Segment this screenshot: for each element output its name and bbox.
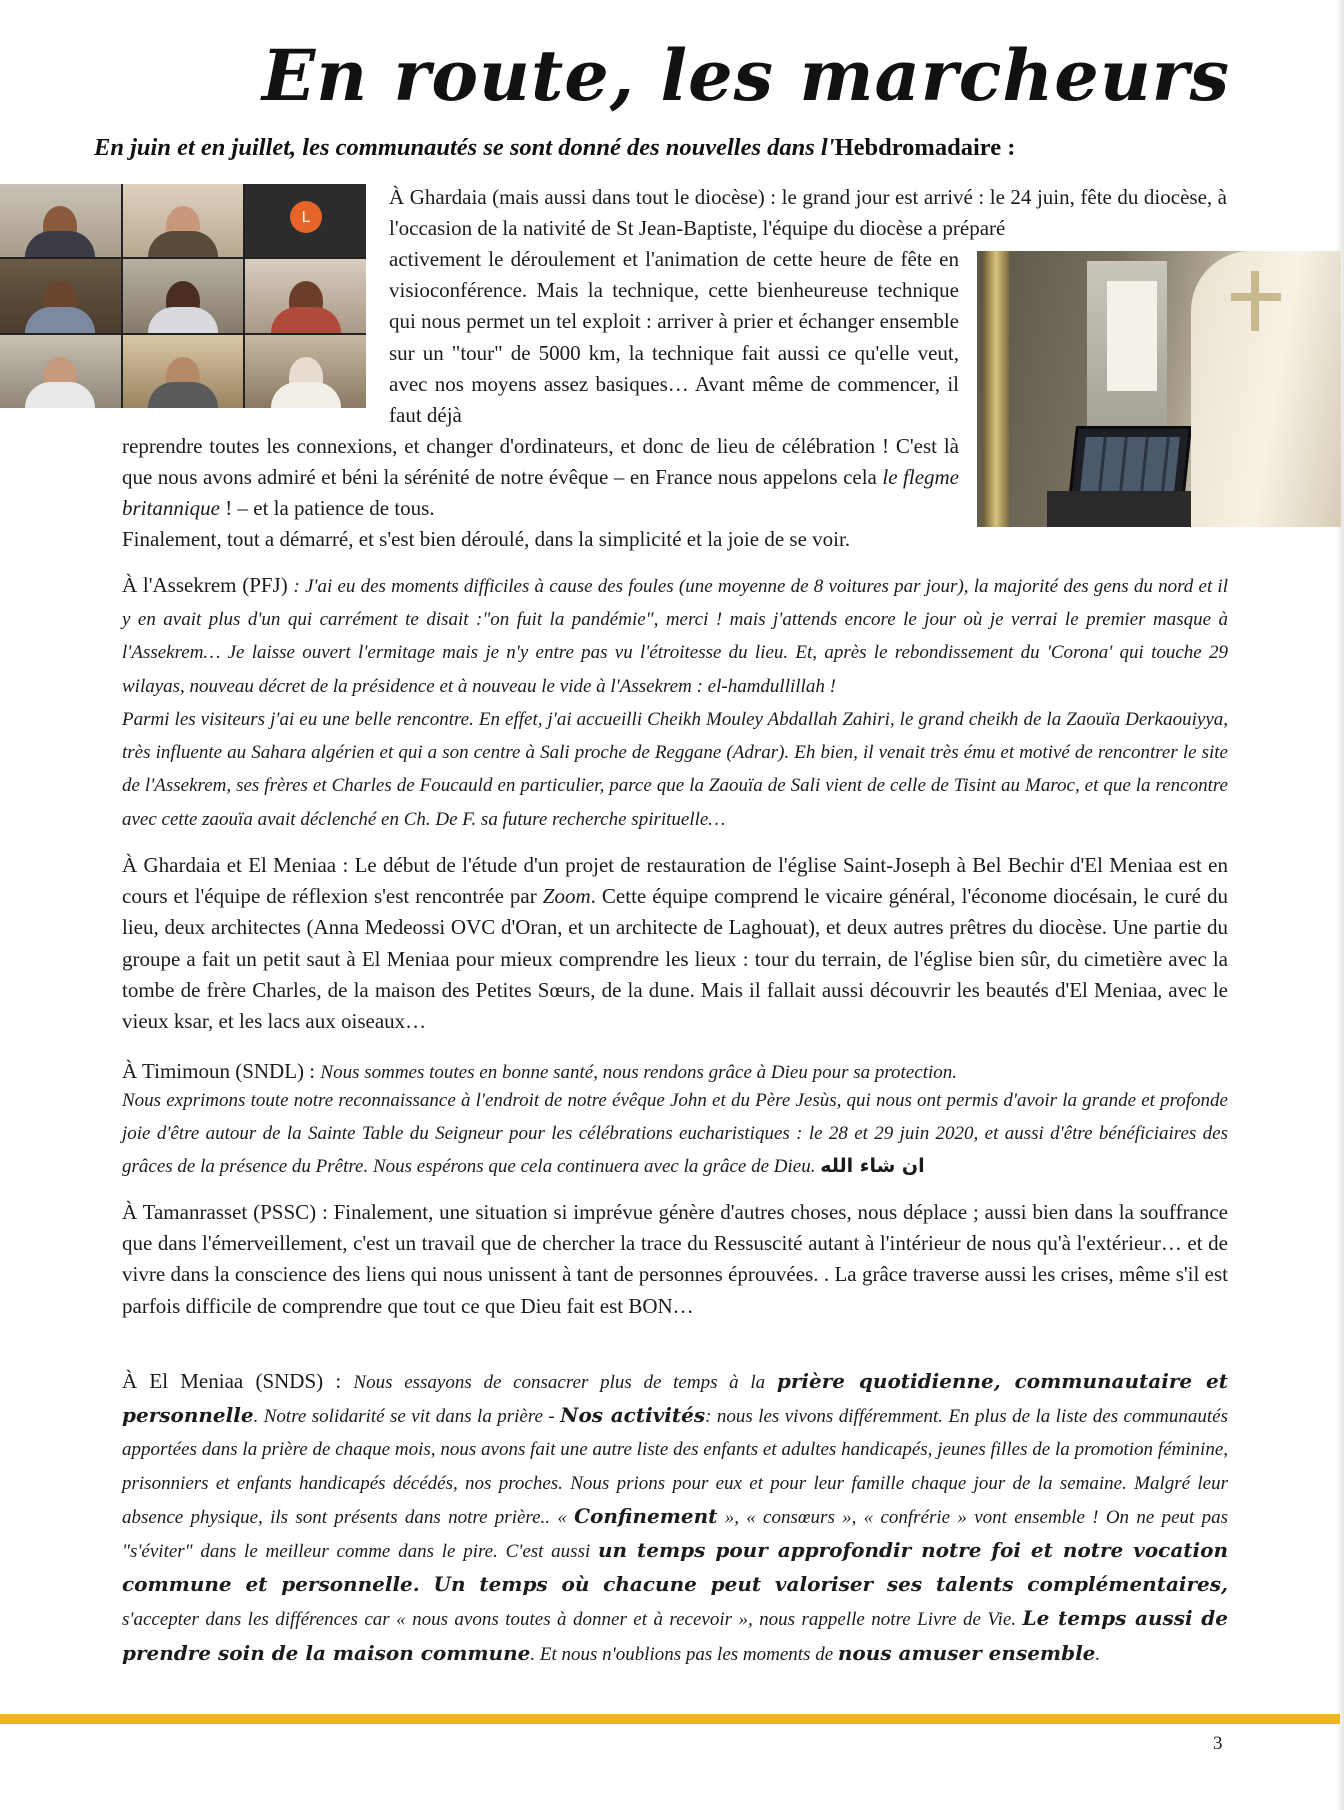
- ghardaia-lead: À Ghardaia (mais aussi dans tout le diocèse): [389, 185, 765, 209]
- meniaa-project-text: : Le début de l'étude d'un projet de restauration de l'église Saint-Joseph à Bel Bechir d'El Meniaa est en cours et l'équipe de réflexion s'est rencontrée par: [122, 853, 1228, 909]
- ghardaia-paragraph-lower: [122, 431, 959, 525]
- timimoun-line-2: Nous exprimons toute notre reconnaissance à l'endroit de notre évêque John et du Père Jesùs, qui nous ont permis d'avoir la grande et profonde joie d'être autour de la Sainte Table du Seigneur pour les célébrations eucharistiques : le 28 et 29 juin 2020, et aussi d'être bénéficiaires des grâces de la présence du Prêtre. Nous espérons que cela continuera avec la grâce de Dieu.: [122, 1090, 1228, 1178]
- snds-emphasis-1: prière quotidienne, communautaire et personnelle: [122, 1369, 1229, 1428]
- snds-text-7: .: [1095, 1643, 1101, 1665]
- assekrem-visitors-paragraph: Parmi les visiteurs j'ai eu une belle rencontre. En effet, j'ai accueilli Cheikh Mouley Abdallah Zahiri, le grand cheikh de la Zaouïa Derkaouiyya, très influente au Sahara algérien et qui a son centre à Sali proche de Reggane (Adrar). Eh bien, il venait très ému et motivé de rencontrer le site de l'Assekrem, ses frères et Charles de Foucauld en particulier, parce que la Zaouïa de Sali vient de celle de Tisint au Maroc, et que la rencontre avec cette zaouïa avait déclenché en Ch. De F. sa future recherche spirituelle…: [122, 709, 1228, 830]
- assekrem-lead: À l'Assekrem: [122, 573, 237, 597]
- timimoun-tag: (SNDL) :: [229, 1059, 321, 1083]
- meniaa-project-text-end: . Cette équipe comprend le vicaire général, l'économe diocésain, le curé du lieu, deux architectes (Anna Medeossi OVC d'Oran, et un architecte de Laghouat), et deux autres prêtres du diocèse. Une partie du groupe a fait un petit saut à El Meniaa pour mieux comprendre les lieux : tour du terrain, de l'église bien sûr, du cimetière avec la tombe de frère Charles, de la maison des Petites Sœurs, de la dune. Mais il fallait aussi découvrir les beautés d'El Meniaa, avec le vieux ksar, et les lacs aux oiseaux…: [122, 884, 1228, 1034]
- participant-tile: [0, 184, 121, 257]
- page-subtitle: [94, 134, 1230, 162]
- snds-emphasis-4: un temps pour approfondir notre foi et notre vocation commune et personnelle. Un temps où chacune peut valoriser ses talents complémentaires,: [122, 1538, 1228, 1597]
- snds-text-3: : nous les vivons différemment. En plus de la liste des communautés apportées dans la prière de chaque mois, nous avons fait une autre liste des enfants et adultes handicapés, jeunes filles de la promotion féminine, prisonniers et enfants handicapés décédés, nos proches. Nous prions pour eux et pour leur famille chaque jour de la semaine. Malgré leur absence physique, ils sont présents dans notre prière.. «: [122, 1406, 1228, 1528]
- ghardaia-italic-phrase: le flegme britannique: [122, 465, 959, 521]
- assekrem-text: : J'ai eu des moments difficiles à cause des foules (une moyenne de 8 voitures par jour), la majorité des gens du nord et il y en avait plus d'un qui carrément te disait :"on fuit la pandémie", merci ! mais j'attends encore le jour où je verrai le premier masque à l'Assekrem… Je laisse ouvert l'ermitage mais je n'y entre pas vu l'étroitesse du lieu. Et, après le rebondissement du 'Corona' qui touche 29 wilayas, nouveau décret de la présidence et à nouveau le vide à l'Assekrem : el-hamdullillah !: [122, 576, 1228, 697]
- page-number: 3: [1213, 1733, 1223, 1754]
- participant-tile: [123, 335, 244, 408]
- footer-accent-rule: [0, 1714, 1340, 1724]
- ghardaia-text-lower-end: ! – et la patience de tous.: [220, 496, 435, 521]
- ghardaia-paragraph-top: [389, 182, 1227, 244]
- participant-tile: [123, 259, 244, 332]
- snds-text-2: . Notre solidarité se vit dans la prière -: [253, 1406, 561, 1428]
- assekrem-tag: (PFJ): [236, 573, 294, 597]
- snds-emphasis-5: Le temps aussi de prendre soin de la maison commune: [122, 1606, 1229, 1665]
- tamanrasset-text: (PSSC) : Finalement, une situation si imprévue génère d'autres choses, nous déplace ; aussi bien dans la souffrance que dans l'émerveillement, c'est un travail que de chercher la trace du Ressuscité autant à l'intérieur de nous qu'à l'extérieur… et de vivre dans la conscience des liens qui nous unissent à tant de personnes éprouvées. . La grâce traverse aussi les crises, même s'il est parfois difficile de comprendre que tout ce que Dieu fait est BON…: [122, 1200, 1228, 1318]
- ghardaia-text-top: : le grand jour est arrivé : le 24 juin, fête du diocèse, à l'occasion de la nativité de St Jean-Baptiste, l'équipe du diocèse a préparé: [389, 185, 1228, 241]
- participant-tile: [245, 335, 366, 408]
- videoconference-photo: [0, 184, 366, 408]
- participant-avatar: L: [290, 201, 322, 233]
- subtitle-publication-name: Hebdromadaire :: [834, 134, 1016, 161]
- snds-text-1: Nous essayons de consacrer plus de temps à la: [353, 1372, 777, 1393]
- snds-emphasis-6: nous amuser ensemble: [837, 1640, 1096, 1665]
- meniaa-project-lead: À Ghardaia et El Meniaa: [122, 853, 337, 877]
- participant-tile: [0, 335, 121, 408]
- participant-tile: [0, 259, 121, 332]
- snds-tag: (SNDS) :: [243, 1369, 354, 1393]
- timimoun-lead: À Timimoun: [122, 1059, 230, 1083]
- snds-text-5: s'accepter dans les différences car « nous avons toutes à donner et à recevoir », nous rappelle notre Livre de Vie.: [122, 1609, 1023, 1631]
- snds-lead: À El Meniaa: [122, 1369, 244, 1393]
- snds-emphasis-2: Nos activités: [560, 1403, 706, 1428]
- timimoun-line-1: Nous sommes toutes en bonne santé, nous rendons grâce à Dieu pour sa protection.: [320, 1062, 958, 1083]
- ghardaia-paragraph-middle: activement le déroulement et l'animation de cette heure de fête en visioconférence. Mais la technique, cette bienheureuse technique qui nous permet un tel exploit : arriver à prier et échanger ensemble sur un "tour" de 5000 km, la technique fait aussi ce qu'elle veut, avec nos moyens assez basiques… Avant même de commencer, il faut déjà: [389, 247, 959, 428]
- tamanrasset-paragraph: [122, 1197, 1228, 1322]
- assekrem-paragraph: [122, 569, 1228, 703]
- tamanrasset-lead: À Tamanrasset: [122, 1200, 248, 1224]
- timimoun-paragraph-second: [122, 1084, 1228, 1184]
- meniaa-project-paragraph: [122, 850, 1228, 1037]
- participant-tile: [245, 184, 366, 257]
- snds-emphasis-3: Confinement: [574, 1503, 718, 1528]
- snds-text-6: . Et nous n'oublions pas les moments de: [530, 1643, 838, 1665]
- arabic-inshallah: ان شاء الله: [820, 1155, 925, 1178]
- bishop-laptop-photo: [977, 251, 1341, 527]
- participant-tile: [123, 184, 244, 257]
- subtitle-text: En juin et en juillet, les communautés se sont donné des nouvelles dans l': [94, 134, 835, 161]
- ghardaia-text-lower: reprendre toutes les connexions, et changer d'ordinateurs, et donc de lieu de célébration ! C'est là que nous avons admiré et béni la sérénité de notre évêque – en France nous appelons cela: [122, 434, 959, 490]
- snds-paragraph: [122, 1365, 1228, 1671]
- snds-text-4: », « consœurs », « confrérie » vont ensemble ! On ne peut pas "s'éviter" dans le meilleur comme dans le pire. C'est aussi: [122, 1506, 1228, 1563]
- ghardaia-paragraph-conclusion: Finalement, tout a démarré, et s'est bien déroulé, dans la simplicité et la joie de se voir.: [122, 527, 851, 551]
- page-title: En route, les marcheurs: [261, 34, 1230, 117]
- participant-tile: [245, 259, 366, 332]
- meniaa-project-zoom: Zoom: [542, 884, 591, 909]
